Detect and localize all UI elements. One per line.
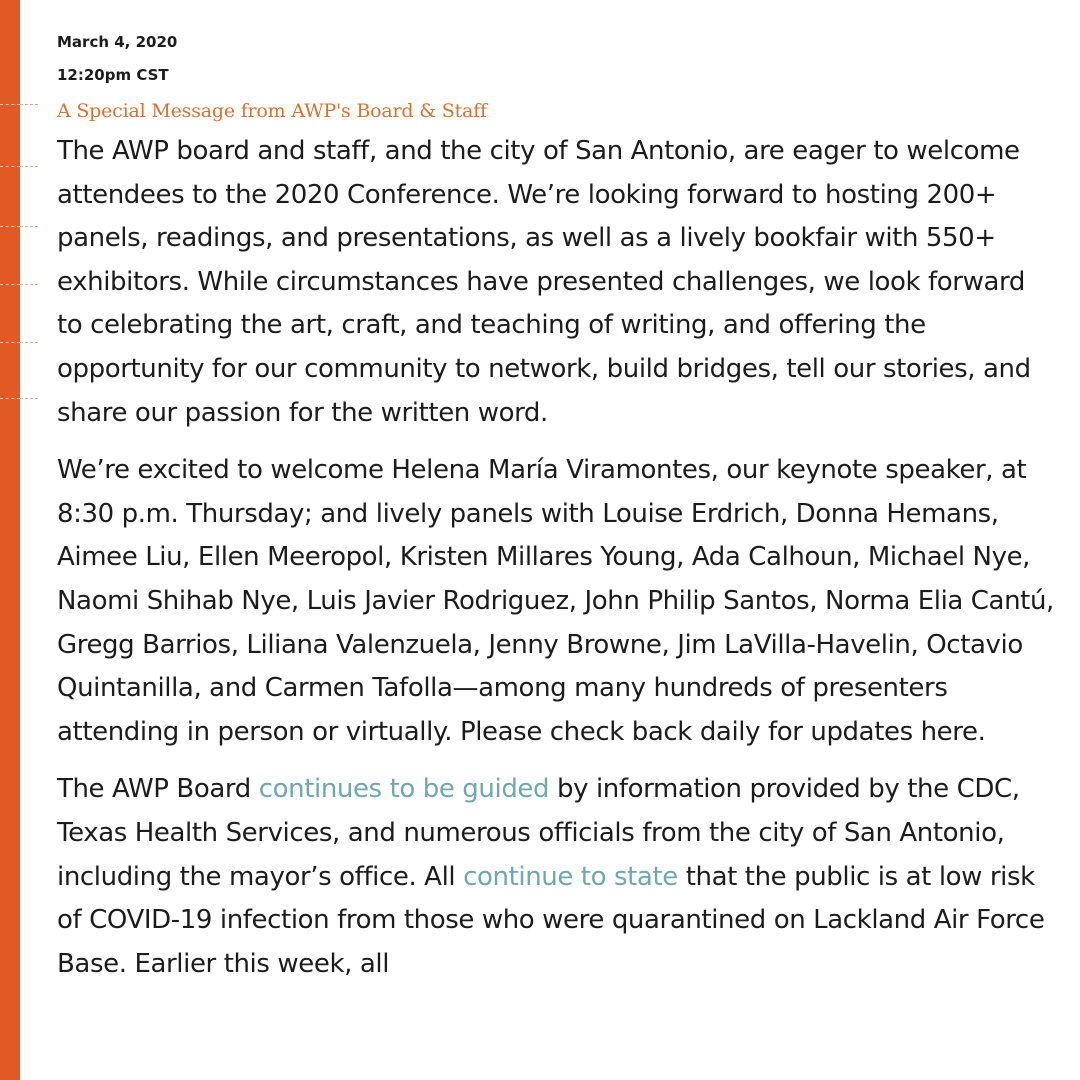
paragraph-text: The AWP Board — [57, 774, 259, 805]
paragraph-speakers: We’re excited to welcome Helena María Viramontes, our keynote speaker, at 8:30 p.m. Thursday; and lively panels with Louise Erdrich, Donna Hemans, Aimee Liu, Ellen Meeropol, Kristen Millares Young, Ada Calhoun, Michael Nye, Naomi Shihab Nye, Luis Javier Rodriguez, John Philip Santos, Norma Elia Cantú, Gregg Barrios, Liliana Valenzuela, Jenny Browne, Jim LaVilla-Havelin, Octavio Quintanilla, and Carmen Tafolla—among many hundreds of presenters attending in person or virtually. Please check back daily for updates here. — [57, 455, 1054, 747]
bar-divider — [0, 104, 20, 105]
bar-divider — [0, 166, 20, 167]
paragraph-guidance — [57, 768, 1057, 986]
post-date: March 4, 2020 — [57, 33, 178, 51]
article-heading: A Special Message from AWP's Board & Staff — [57, 100, 487, 122]
paragraph-text: that the public is at low risk of COVID-19 infection from those who were quarantined on Lackland Air Force Base. Earlier this week, all — [57, 861, 1045, 979]
bar-divider — [0, 226, 20, 227]
paragraph-text: by information provided by the CDC, Texas Health Services, and numerous officials from the city of San Antonio, including the mayor’s office. All — [57, 774, 1020, 892]
bar-divider — [0, 398, 20, 399]
left-accent-bar — [0, 0, 20, 1080]
bar-divider — [0, 342, 20, 343]
menu-divider — [20, 342, 38, 343]
paragraph-welcome: The AWP board and staff, and the city of San Antonio, are eager to welcome attendees to the 2020 Conference. We’re looking forward to hosting 200+ panels, readings, and presentations, as well as a lively bookfair with 550+ exhibitors. While circumstances have presented challenges, we look forward to celebrating the art, craft, and teaching of writing, and offering the opportunity for our community to network, build bridges, tell our stories, and share our passion for the written word. — [57, 136, 1031, 428]
continue-to-state-link[interactable]: continue to state — [463, 861, 678, 892]
menu-divider — [20, 104, 38, 105]
menu-divider — [20, 398, 38, 399]
post-time: 12:20pm CST — [57, 66, 169, 84]
menu-divider — [20, 166, 38, 167]
menu-divider — [20, 284, 38, 285]
article-content — [57, 26, 1057, 1000]
bar-divider — [0, 284, 20, 285]
menu-divider — [20, 226, 38, 227]
continues-to-be-guided-link[interactable]: continues to be guided — [258, 774, 550, 805]
